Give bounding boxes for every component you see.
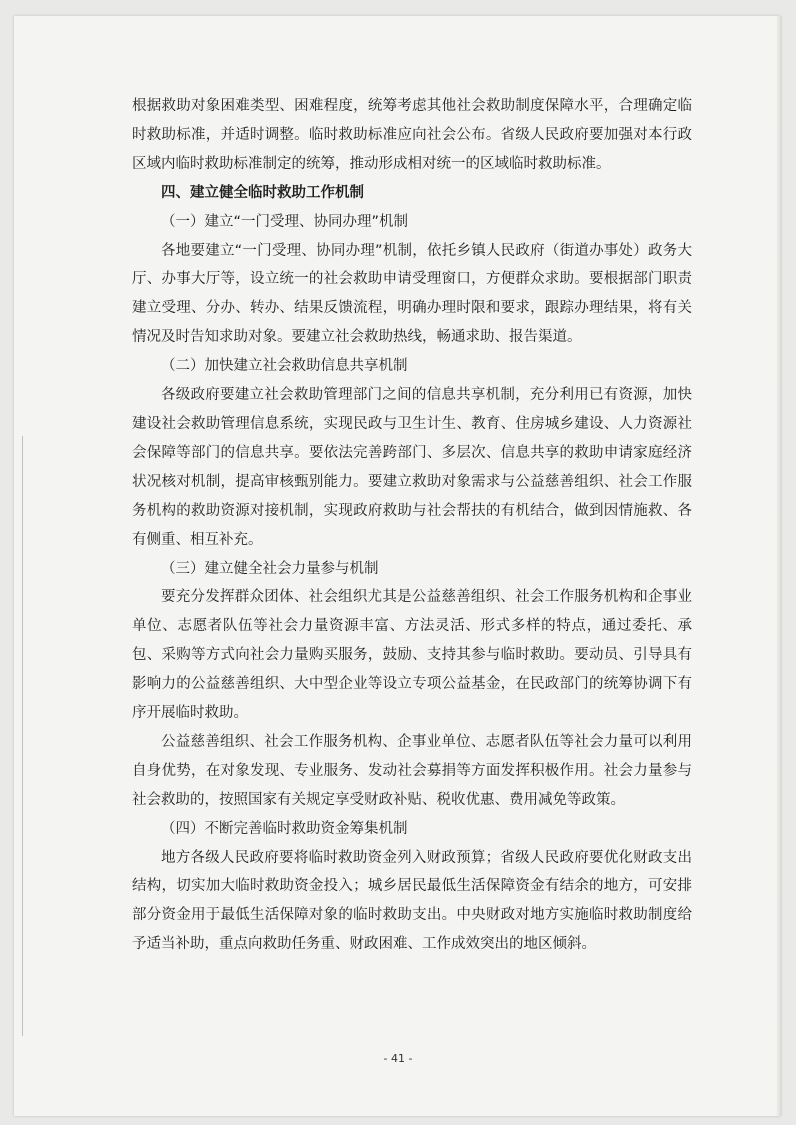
paragraph-social-forces: 要充分发挥群众团体、社会组织尤其是公益慈善组织、社会工作服务机构和企事业单位、志愿者队伍等社会力量资源丰富、方法灵活、形式多样的特点，通过委托、承包、采购等方式向社会力量购买服务，鼓励、支持其参与临时救助。要动员、引导具有影响力的公益慈善组织、大中型企业等设立专项公益基金，在民政部门的统筹协调下有序开展临时救助。 <box>132 589 692 722</box>
scan-edge-shadow <box>776 16 782 1116</box>
paragraph-funding: 地方各级人民政府要将临时救助资金列入财政预算；省级人民政府要优化财政支出结构，切实加大临时救助资金投入；城乡居民最低生活保障资金有结余的地方，可安排部分资金用于最低生活保障对象的临时救助支出。中央财政对地方实施临时救助制度给予适当补助，重点向救助任务重、财政困难、工作成效突出的地区倾斜。 <box>132 849 692 953</box>
subsection-heading-1: （一）建立“一门受理、协同办理”机制 <box>161 213 409 230</box>
document-body <box>132 92 692 959</box>
section-heading-4: 四、建立健全临时救助工作机制 <box>161 184 364 201</box>
subsection-heading-3: （三）建立健全社会力量参与机制 <box>161 560 379 577</box>
paragraph-social-forces-2: 公益慈善组织、社会工作服务机构、企事业单位、志愿者队伍等社会力量可以利用自身优势，在对象发现、专业服务、发动社会募捐等方面发挥积极作用。社会力量参与社会救助的，按照国家有关规定享受财政补贴、税收优惠、费用减免等政策。 <box>132 733 692 808</box>
subsection-heading-4: （四）不断完善临时救助资金筹集机制 <box>161 820 408 837</box>
paragraph-one-window: 各地要建立“一门受理、协同办理”机制，依托乡镇人民政府（街道办事处）政务大厅、办事大厅等，设立统一的社会救助申请受理窗口，方便群众求助。要根据部门职责建立受理、分办、转办、结果反馈流程，明确办理时限和要求，跟踪办理结果，将有关情况及时告知求助对象。要建立社会救助热线，畅通求助、报告渠道。 <box>132 242 692 346</box>
subsection-heading-2: （二）加快建立社会救助信息共享机制 <box>161 358 408 375</box>
paragraph-info-sharing: 各级政府要建立社会救助管理部门之间的信息共享机制，充分利用已有资源，加快建设社会救助管理信息系统，实现民政与卫生计生、教育、住房城乡建设、人力资源社会保障等部门的信息共享。要依法完善跨部门、多层次、信息共享的救助申请家庭经济状况核对机制，提高审核甄别能力。要建立救助对象需求与公益慈善组织、社会工作服务机构的救助资源对接机制，实现政府救助与社会帮扶的有机结合，做到因情施救、各有侧重、相互补充。 <box>132 387 692 548</box>
binding-margin-line <box>22 436 23 1036</box>
page-number: - 41 - <box>383 1052 413 1065</box>
paragraph-standards-continued: 根据救助对象困难类型、困难程度，统筹考虑其他社会救助制度保障水平，合理确定临时救助标准，并适时调整。临时救助标准应向社会公布。省级人民政府要加强对本行政区域内临时救助标准制定的统筹，推动形成相对统一的区域临时救助标准。 <box>132 98 692 172</box>
